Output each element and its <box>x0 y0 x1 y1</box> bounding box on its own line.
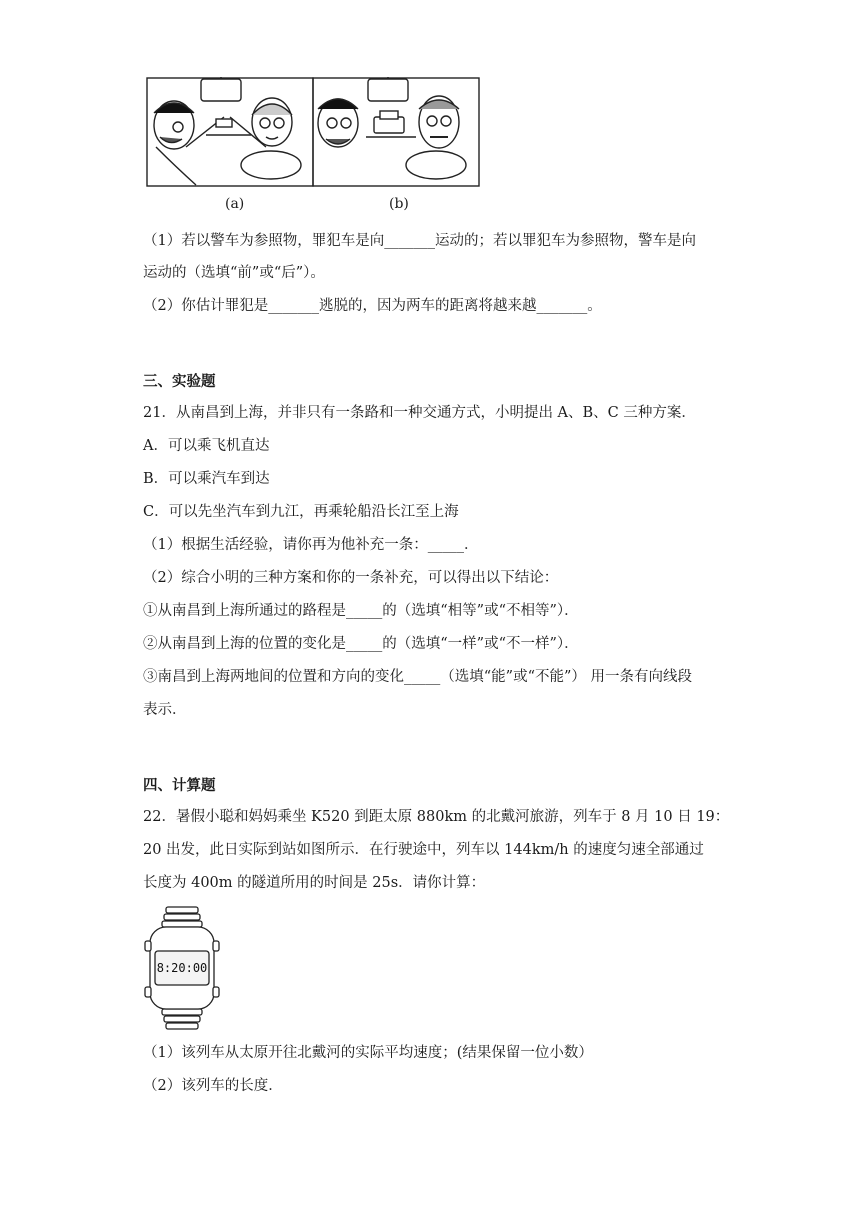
q22-sub2: （2）该列车的长度． <box>143 1078 283 1094</box>
section3-heading: 三、实验题 <box>143 374 216 390</box>
q21-option-a: A．可以乘飞机直达 <box>143 438 270 454</box>
figure-label-b: (b) <box>389 196 409 212</box>
q21-sub2: （2）综合小明的三种方案和你的一条补充，可以得出以下结论： <box>143 570 559 586</box>
q20-part1-line2: 运动的（选填“前”或“后”）。 <box>143 265 325 281</box>
q22-line2: 20 出发，此日实际到站如图所示．在行驶途中，列车以 144km/h 的速度匀速全部通过 <box>143 842 704 858</box>
q21-option-c: C．可以先坐汽车到九江，再乘轮船沿长江至上海 <box>143 504 459 520</box>
watch-time-readout: 8:20:00 <box>156 961 208 975</box>
q21-conclusion2: ②从南昌到上海的位置的变化是_____的（选填“一样”或“不一样”）． <box>143 636 579 652</box>
q21-sub1: （1）根据生活经验，请你再为他补充一条：_____． <box>143 537 479 553</box>
digital-watch-figure <box>144 905 220 1031</box>
q21-intro: 21．从南昌到上海，并非只有一条路和一种交通方式，小明提出 A、B、C 三种方案． <box>143 405 696 421</box>
q22-line1: 22．暑假小聪和妈妈乘坐 K520 到距太原 880km 的北戴河旅游，列车于 8 月 10 日 19： <box>143 809 730 825</box>
police-chase-cartoon-figure <box>146 77 480 187</box>
figure-label-a: (a) <box>225 196 245 212</box>
q20-part1-line1: （1）若以警车为参照物，罪犯车是向_______运动的；若以罪犯车为参照物，警车是向 <box>143 233 696 249</box>
q21-conclusion1: ①从南昌到上海所通过的路程是_____的（选填“相等”或“不相等”）． <box>143 603 579 619</box>
q21-option-b: B．可以乘汽车到达 <box>143 471 270 487</box>
q21-conclusion3-line1: ③南昌到上海两地间的位置和方向的变化_____（选填“能”或“不能”） 用一条有向线段 <box>143 669 693 685</box>
q22-line3: 长度为 400m 的隧道所用的时间是 25s．请你计算： <box>143 875 486 891</box>
q22-sub1: （1）该列车从太原开往北戴河的实际平均速度；(结果保留一位小数） <box>143 1045 593 1061</box>
section4-heading: 四、计算题 <box>143 778 216 794</box>
q20-part2: （2）你估计罪犯是_______逃脱的，因为两车的距离将越来越_______。 <box>143 298 602 314</box>
q21-conclusion3-line2: 表示． <box>143 702 187 718</box>
